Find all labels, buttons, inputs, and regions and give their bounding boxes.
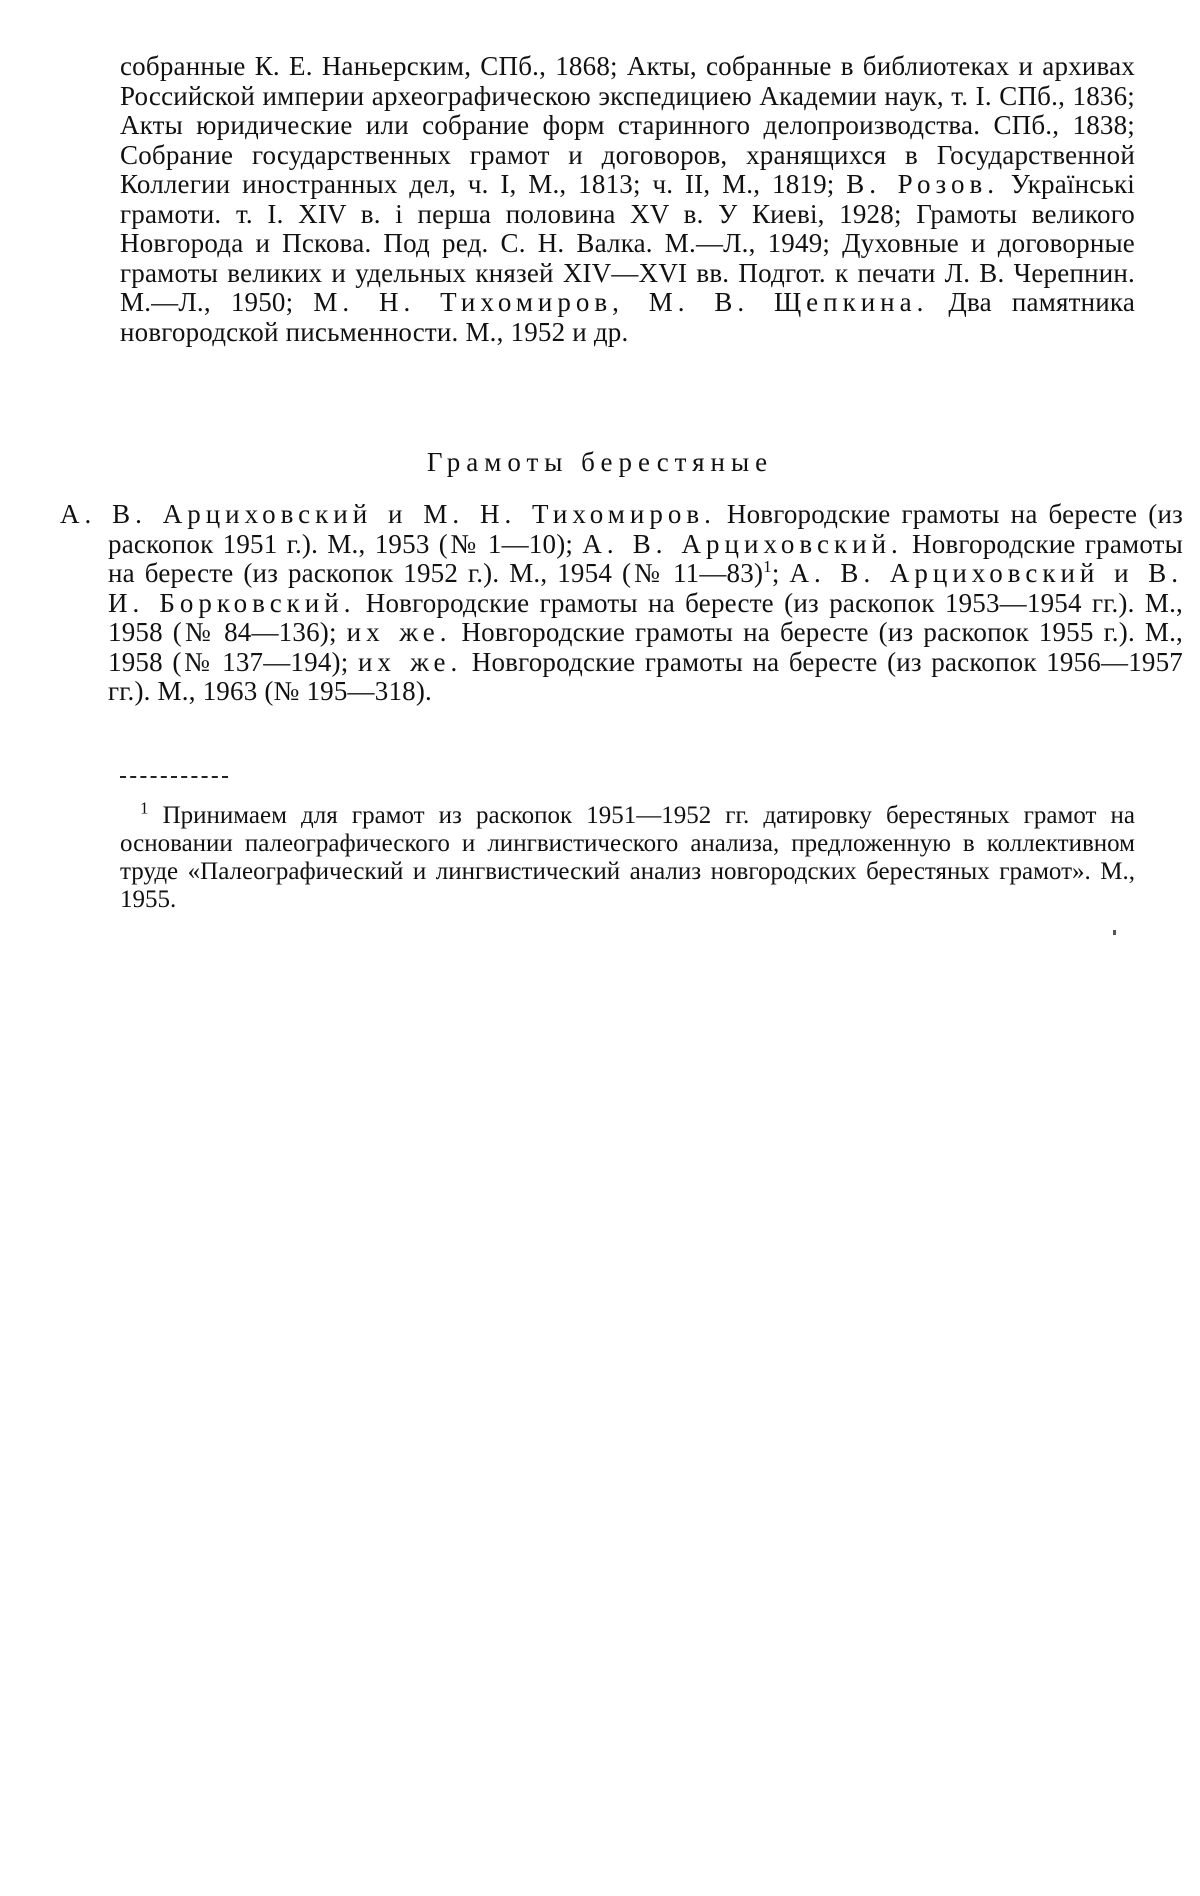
scan-speck [1113, 930, 1116, 935]
entry-text: Новгородские грамоты на бересте (из раскопок 1951 г.). М., 1953 (№ 1—10); [108, 499, 1184, 559]
entry-text: Українськi грамоти. т. I. XIV в. i перша половина XV в. У Киевi, 1928; Грамоты великого Новгорода и Пскова. Под ред. С. Н. Валка. М.—Л., 1949; Духовные и договорные грамоты великих и удельных князей XIV—XVI вв. Подгот. к печати Л. В. Черепнин. М.—Л., 1950; [120, 169, 1136, 317]
footnote-divider [120, 776, 228, 778]
entry-text: Новгородские грамоты на бересте (из раскопок 1953—1954 гг.). М., 1958 (№ 84—136); [108, 587, 1183, 647]
author-name: А. В. Арциховский и М. Н. Тихомиров. [60, 499, 716, 529]
author-name: А. В. Арциховский и В. И. Борковский. [108, 558, 1183, 618]
bibliography-entry-birch-bark [60, 500, 1183, 707]
section-heading: Грамоты берестяные [426, 447, 774, 477]
bibliography-entry-continued [120, 52, 1135, 347]
author-name: их же. [357, 646, 463, 677]
author-name: А. В. Арциховский. [582, 528, 903, 559]
footnote [120, 798, 1135, 914]
entry-text: собранные К. Е. Наньерским, СПб., 1868; Акты, собранные в библиотеках и архивах Российской империи археографическою экспедициею Академии наук, т. I. СПб., 1836; Акты юридические или собрание форм старинного делопроизводства. СПб., 1838; Собрание государственных грамот и договоров, хранящихся в Государственной Коллегии иностранных дел, ч. I, М., 1813; ч. II, М., 1819; [120, 51, 1135, 199]
entry-text: Новгородские грамоты на бересте (из раскопок 1956—1957 гг.). М., 1963 (№ 195—318). [108, 646, 1183, 706]
footnote-text: Принимаем для грамот из раскопок 1951—1952 гг. датировку берестяных грамот на основании палеографического и лингвистического анализа, предложенную в коллективном труде «Палеографический и лингвистический анализ новгородских берестяных грамот». М., 1955. [120, 802, 1135, 913]
author-name: их же. [346, 617, 452, 647]
entry-text: Новгородские грамоты на бересте (из раскопок 1952 г.). М., 1954 (№ 11—83) [108, 528, 1184, 588]
entry-text: Два памятника новгородской письменности. М., 1952 и др. [120, 287, 1136, 347]
author-name: М. Н. Тихомиров, М. В. Щепкина. [313, 287, 929, 317]
author-name: В. Розов. [846, 169, 999, 199]
entry-text: Новгородские грамоты на бересте (из раскопок 1955 г.). М., 1958 (№ 137—194); [108, 617, 1184, 677]
footnote-reference[interactable]: 1 [763, 557, 772, 576]
entry-text: ; [771, 558, 790, 588]
footnote-marker: 1 [140, 798, 149, 818]
